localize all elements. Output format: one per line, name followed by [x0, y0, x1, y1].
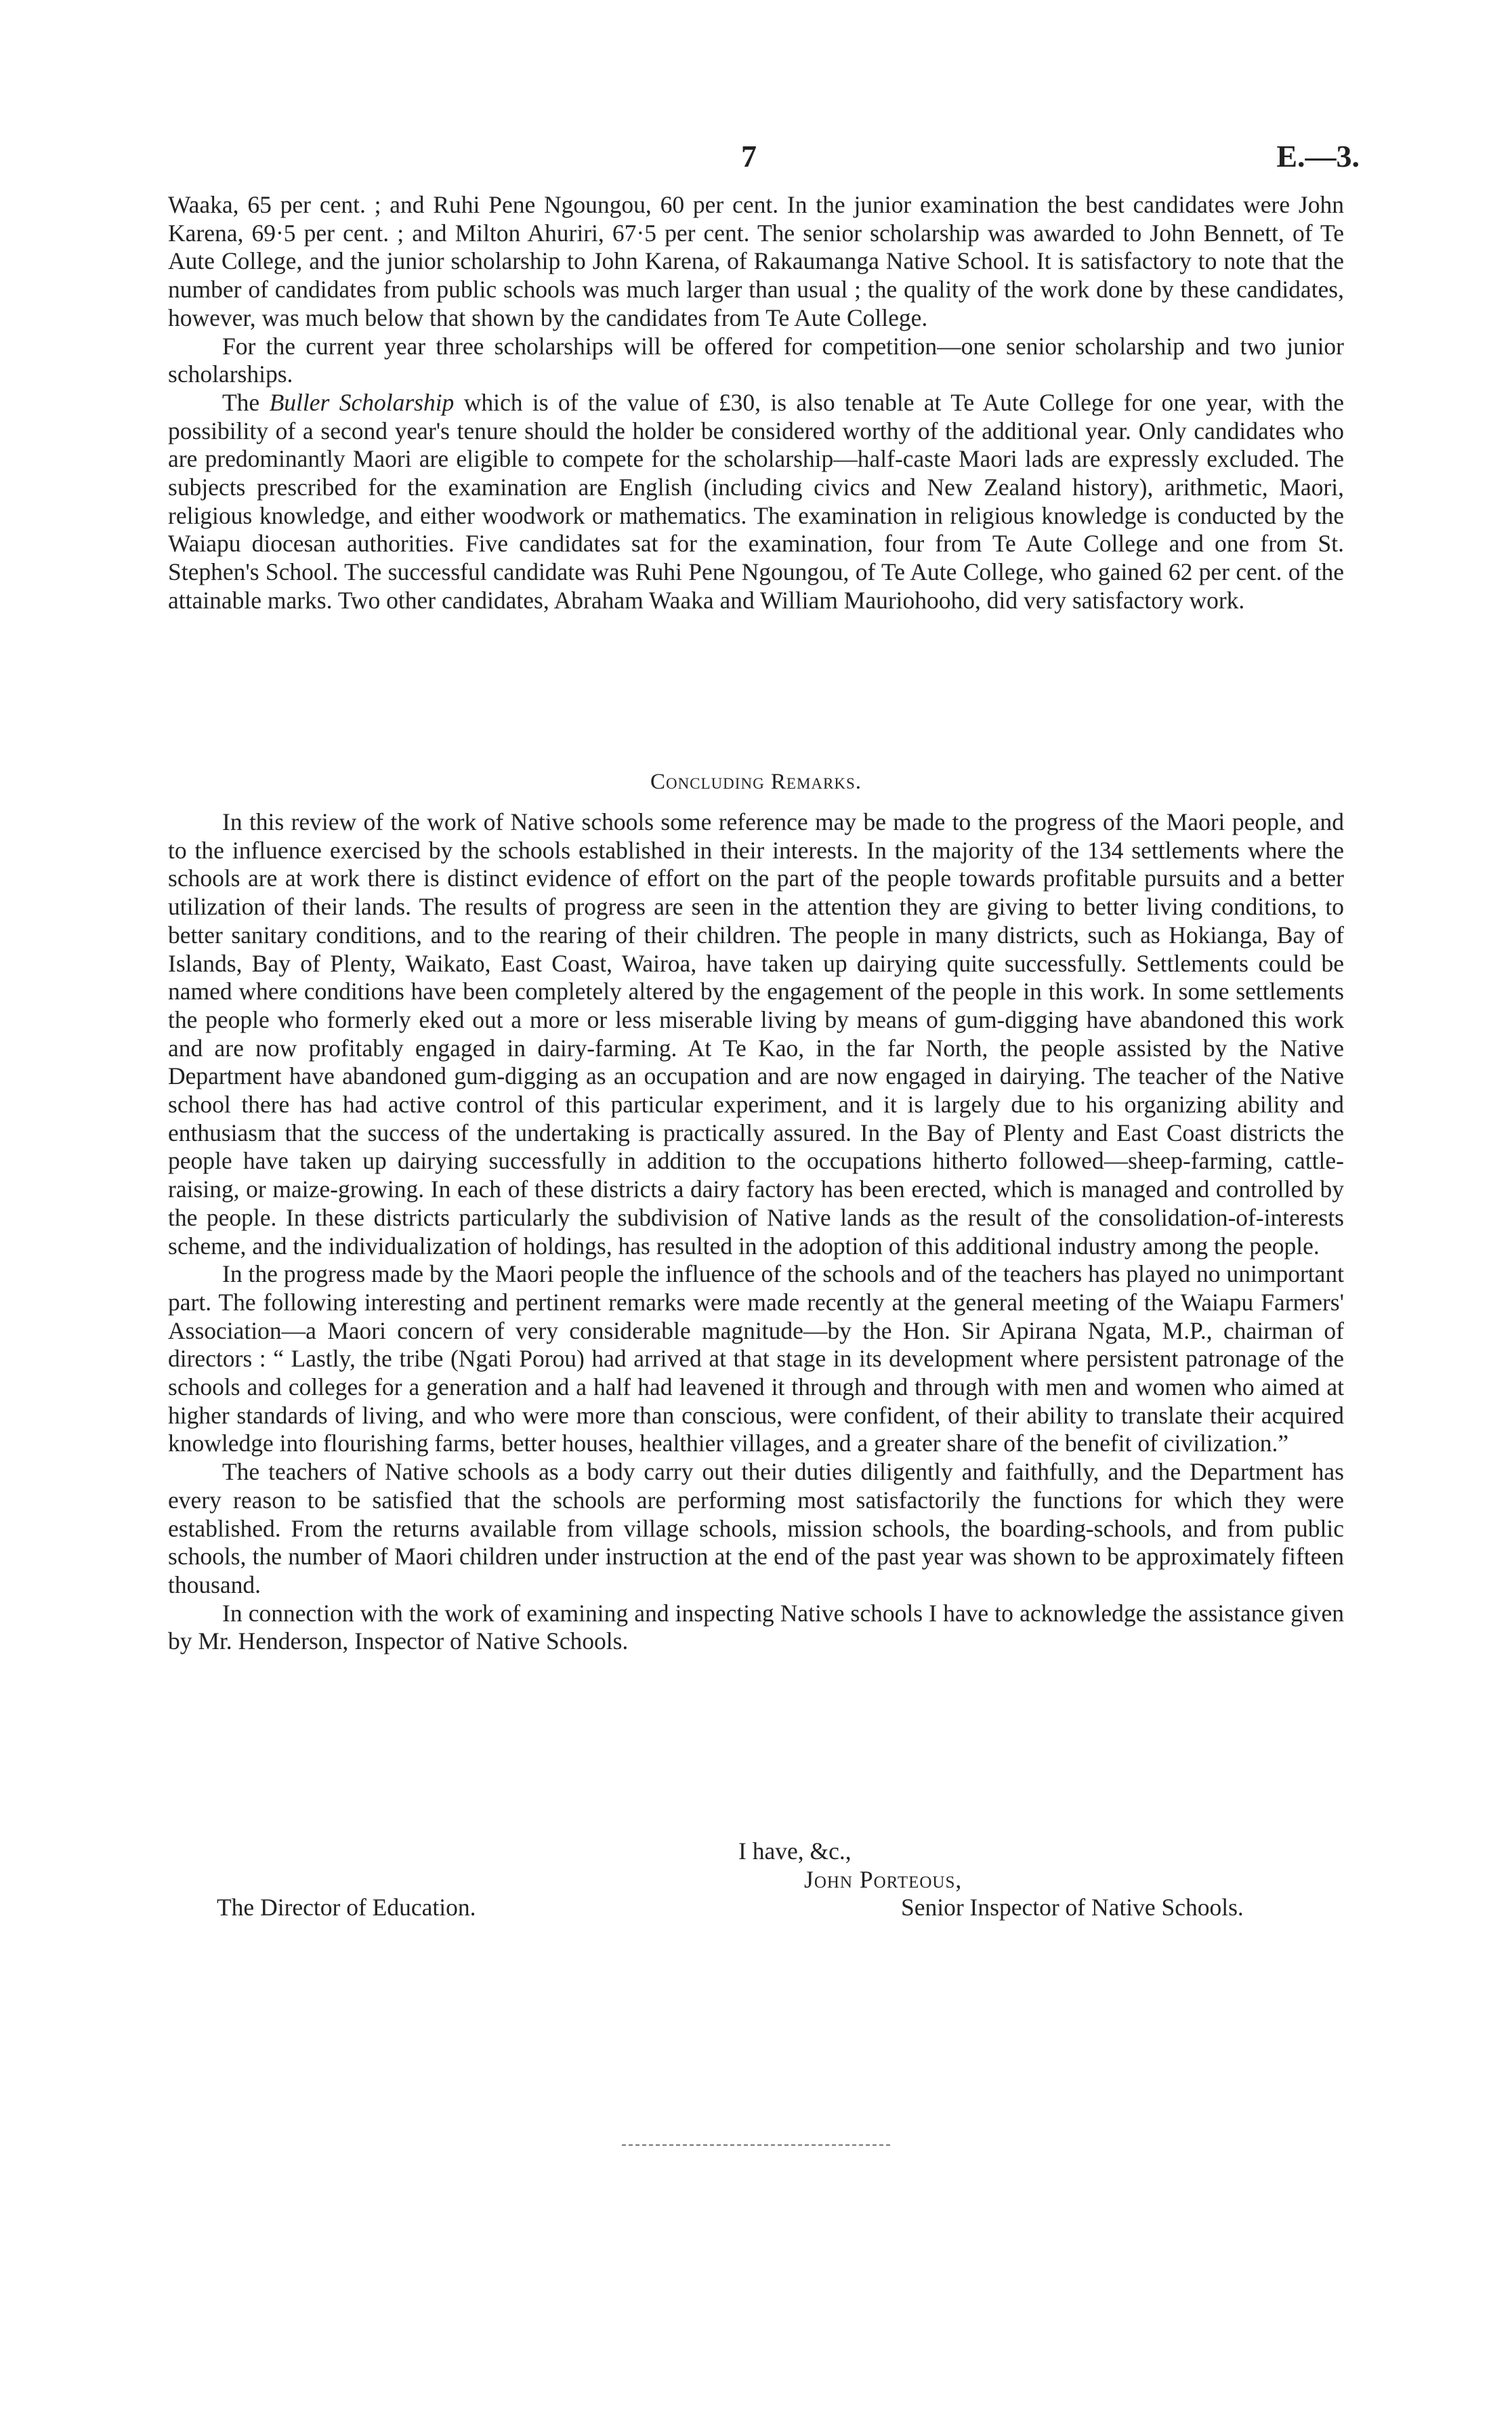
paragraph: In connection with the work of examining and inspecting Native schools I have to acknowledge the assistance given by Mr. Henderson, Inspector of Native Schools. — [168, 1599, 1344, 1655]
buller-scholarship-paragraph — [168, 389, 1344, 615]
concluding-remarks-section — [168, 808, 1344, 1656]
signature-closing: I have, &c., — [738, 1837, 852, 1865]
addressee: The Director of Education. — [217, 1894, 476, 1921]
paragraph: The teachers of Native schools as a body carry out their duties diligently and faithfully, and the Department has every reason to be satisfied that the schools are performing most satisfactorily the functions for which they were established. From the returns available from village schools, mission schools, the boarding-schools, and from public schools, the number of Maori children under instruction at the end of the past year was shown to be approximately fifteen thousand. — [168, 1458, 1344, 1598]
page-number: 7 — [741, 139, 757, 173]
scholarship-name: Buller Scholarship — [269, 388, 455, 416]
scholarship-section — [168, 191, 1344, 615]
document-code: E.—3. — [1276, 139, 1360, 173]
end-rule — [622, 2144, 890, 2146]
paragraph: In this review of the work of Native schools some reference may be made to the progress of the Maori people, and to the influence exercised by the schools established in their interests. In the majority of the 134 settlements where the schools are at work there is distinct evidence of effort on the part of the people towards profitable pursuits and a better utilization of their lands. The results of progress are seen in the attention they are giving to better living conditions, to better sanitary conditions, and to the rearing of their children. The people in many districts, such as Hokianga, Bay of Islands, Bay of Plenty, Waikato, East Coast, Wairoa, have taken up dairying quite successfully. Settlements could be named where conditions have been completely altered by the engagement of the people in this work. In some settlements the people who formerly eked out a more or less miserable living by means of gum-digging have abandoned this work and are now profitably engaged in dairy-farming. At Te Kao, in the far North, the people assisted by the Native Department have abandoned gum-digging as an occupation and are now engaged in dairying. The teacher of the Native school there has had active control of this particular experiment, and it is largely due to his organizing ability and enthusiasm that the success of the undertaking is practically assured. In the Bay of Plenty and East Coast districts the people have taken up dairying successfully in addition to the occupations hitherto followed—sheep-farming, cattle-raising, or maize-growing. In each of these districts a dairy factory has been erected, which is managed and controlled by the people. In these districts particularly the subdivision of Native lands as the result of the consolidation-of-interests scheme, and the individualization of holdings, has resulted in the adoption of this additional industry among the people. — [168, 808, 1344, 1260]
text-run: The — [222, 388, 270, 416]
paragraph: In the progress made by the Maori people the influence of the schools and of the teachers has played no unimportant part. The following interesting and pertinent remarks were made recently at the general meeting of the Waiapu Farmers' Association—a Maori concern of very considerable magnitude—by the Hon. Sir Apirana Ngata, M.P., chairman of directors : “ Lastly, the tribe (Ngati Porou) had arrived at that stage in its development where persistent patronage of the schools and colleges for a generation and a half had leavened it through and through with men and women who aimed at higher standards of living, and who were more than conscious, were confident, of their ability to translate their acquired knowledge into flourishing farms, better houses, healthier villages, and a greater share of the benefit of civilization.” — [168, 1260, 1344, 1457]
paragraph: For the current year three scholarships will be offered for competition—one senior scholarship and two junior scholarships. — [168, 332, 1344, 388]
section-heading: Concluding Remarks. — [650, 770, 862, 794]
signature-title: Senior Inspector of Native Schools. — [901, 1894, 1244, 1921]
text-run: which is of the value of £30, is also tenable at Te Aute College for one year, with the possibility of a second year's tenure should the holder be considered worthy of the additional year. Only candidates who are predominantly Maori are eligible to compete for the scholarship—half-caste Maori lads are expressly excluded. The subjects prescribed for the examination are English (including civics and New Zealand history), arithmetic, Maori, religious knowledge, and either woodwork or mathematics. The examination in religious knowledge is conducted by the Waiapu diocesan authorities. Five candidates sat for the examination, four from Te Aute College and one from St. Stephen's School. The successful candidate was Ruhi Pene Ngoungou, of Te Aute College, who gained 62 per cent. of the attainable marks. Two other candidates, Abraham Waaka and William Mauriohooho, did very satisfactory work. — [168, 388, 1344, 614]
paragraph: Waaka, 65 per cent. ; and Ruhi Pene Ngoungou, 60 per cent. In the junior examination the best candidates were John Karena, 69·5 per cent. ; and Milton Ahuriri, 67·5 per cent. The senior scholarship was awarded to John Bennett, of Te Aute College, and the junior scholarship to John Karena, of Rakaumanga Native School. It is satisfactory to note that the number of candidates from public schools was much larger than usual ; the quality of the work done by these candidates, however, was much below that shown by the candidates from Te Aute College. — [168, 191, 1344, 331]
signature-name: John Porteous, — [804, 1866, 963, 1893]
